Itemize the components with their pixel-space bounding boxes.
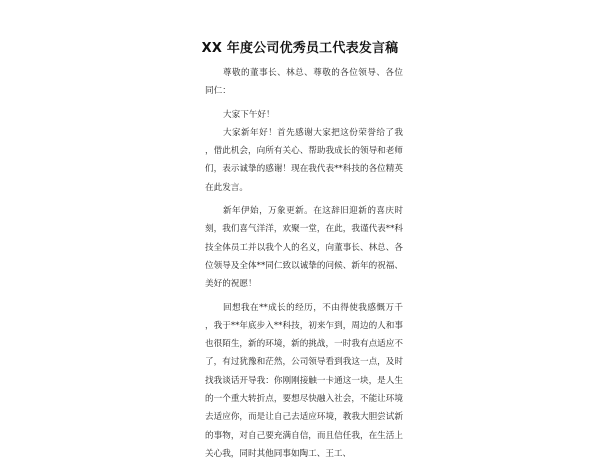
experience-paragraph: 回想我在**成长的经历，不由得使我感慨万千，我于**年底步入**科技，初来乍到，周边的人和事也很陌生，新的环境，新的挑战，一时我有点适应不了，有过犹豫和茫然，公司领导看到我这一点，及时找我谈话开导我：你刚刚接触一卡通这一块，是人生的一个重大转折点，要想尽快融入社会，不能让环境去适应你，而是让自己去适应环境，教我大胆尝试新的事物，对自己要充满自信，而且信任我，在生活上关心我，同时其他同事如陶工、王工、 — [205, 302, 403, 459]
document-body — [205, 64, 403, 463]
salutation-paragraph: 尊敬的董事长、林总、尊敬的各位领导、各位同仁： — [205, 68, 403, 97]
new-year-paragraph: 新年伊始，万象更新。在这辞旧迎新的喜庆时刻，我们喜气洋洋，欢聚一堂，在此，我谨代表**科技全体员工并以我个人的名义，向董事长、林总、各位领导及全体**同仁致以诚挚的问候、新年的祝福、美好的祝愿！ — [205, 206, 403, 290]
greeting-paragraph: 大家下午好！ — [223, 109, 275, 120]
thanks-paragraph: 大家新年好！首先感谢大家把这份荣誉给了我，借此机会，向所有关心、帮助我成长的领导和老师们，表示诚挚的感谢！现在我代表**科技的各位精英在此发言。 — [205, 127, 403, 193]
document-title: XX 年度公司优秀员工代表发言稿 — [201, 41, 399, 56]
